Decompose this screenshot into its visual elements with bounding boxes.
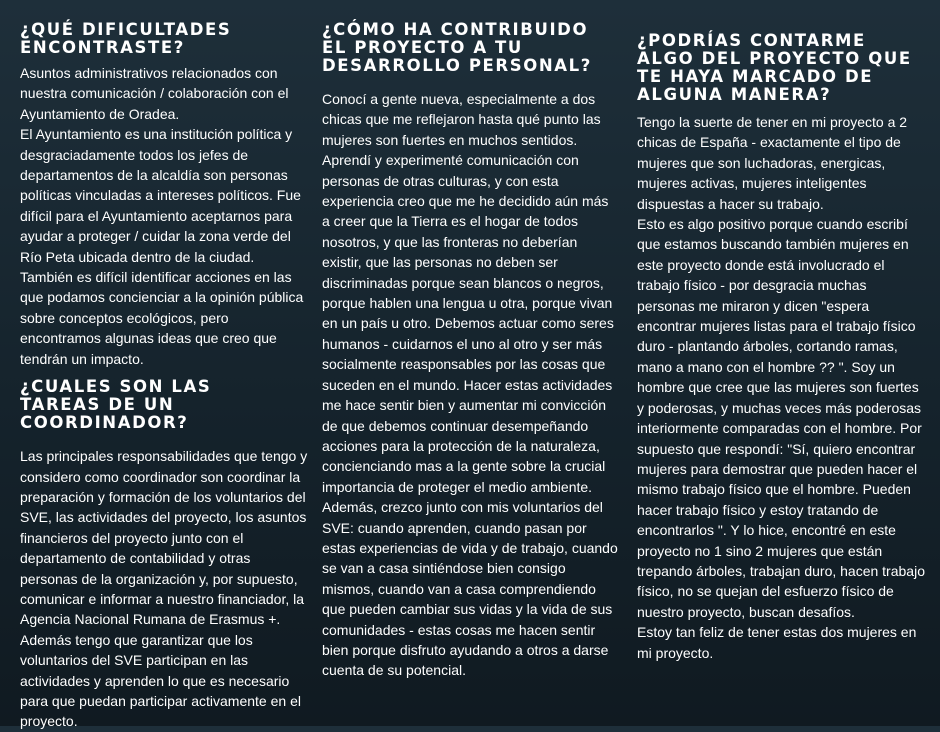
body-proyecto-marcado: Tengo la suerte de tener en mi proyecto a 2 chicas de España - exactamente el tipo de mujeres que son luchadoras, energicas, mujeres activas, mujeres inteligentes dispuestas a hacer su trabajo. Esto es algo positivo porque cuando escribí que estamos buscando también mujeres en este proyecto donde está involucrado el trabajo físico - por desgracia muchas personas me miraron y dicen "espera encontrar mujeres listas para el trabajo físico duro - plantando árboles, cortando ramas, mano a mano con el hombre ?? ". Soy un hombre que cree que las mujeres son fuertes y poderosas, y muchas veces más poderosas interiormente comparadas con el hombre. Por supuesto que respondí: "Sí, quiero encontrar mujeres para demostrar que pueden hacer el mismo trabajo físico que el hombre. Pueden hacer trabajo físico y estoy tratando de encontrarlos ". Y lo hice, encontré en este proyecto no 1 sino 2 mujeres que están trepando árboles, trabajan duro, hacen trabajo físico, no se quejan del esfuerzo físico de nuestro proyecto, buscan desafíos. Estoy tan feliz de tener estas dos mujeres en mi proyecto. [637,114,925,661]
heading-proyecto-marcado: ¿PODRÍAS CONTARME ALGO DEL PROYECTO QUE TE HAYA MARCADO DE ALGUNA MANERA? [637,31,912,104]
heading-tareas-coordinador: ¿CUALES SON LAS TAREAS DE UN COORDINADOR? [20,377,212,433]
column-desarrollo-personal [322,0,618,681]
body-desarrollo-personal: Conocí a gente nueva, especialmente a dos chicas que me reflejaron hasta qué punto las mujeres son fuertes en muchos sentidos. Aprendí y experimenté comunicación con personas de otras culturas, y con esta experiencia creo que me he decidido aún más a creer que la Tierra es el hogar de todos nosotros, y que las fronteras no deberían existir, que las personas no deben ser discriminadas porque sean blancos o negros, porque hablen una lengua u otra, porque vivan en un país u otro. Debemos actuar como seres humanos - cuidarnos el uno al otro y ser más socialmente reasponsables por las cosas que suceden en el mundo. Hacer estas actividades me hace sentir bien y aumentar mi convicción de que debemos continuar desempeñando acciones para la protección de la naturaleza, concienciando mas a la gente sobre la crucial importancia de proteger el medio ambiente. Además, crezco junto con mis voluntarios del SVE: cuando aprenden, cuando pasan por estas experiencias de vida y de trabajo, cuando se van a casa sintiéndose bien consigo mismos, cuando van a casa comprendiendo que pueden cambiar sus vidas y la vida de sus comunidades - estas cosas me hacen sentir bien porque disfruto ayudando a otros a darse cuenta de su potencial. [322,91,618,679]
body-tareas-coordinador: Las principales responsabilidades que tengo y considero como coordinador son coordinar la preparación y formación de los voluntarios del SVE, las actividades del proyecto, los asuntos financieros del proyecto junto con el departamento de contabilidad y otras personas de la organización y, por supuesto, comunicar e informar a nuestro financiador, la Agencia Nacional Rumana de Erasmus +. Además tengo que garantizar que los voluntarios del SVE participan en las actividades y aprenden lo que es necesario para que puedan participar activamente en el proyecto. [20,448,308,730]
heading-desarrollo-personal: ¿CÓMO HA CONTRIBUIDO EL PROYECTO A TU DESARROLLO PERSONAL? [322,20,592,75]
heading-dificultades: ¿QUÉ DIFICULTADES ENCONTRASTE? [20,20,232,57]
column-proyecto-marcado [637,0,927,663]
body-dificultades: Asuntos administrativos relacionados con nuestra comunicación / colaboración con el Ayuntamiento de Oradea. El Ayuntamiento es una institución política y desgraciadamente todos los jefes de departamentos de la alcaldía son personas políticas vinculadas a intereses políticos. Fue difícil para el Ayuntamiento aceptarnos para ayudar a proteger / cuidar la zona verde del Río Peta ubicada dentro de la ciudad. También es difícil identificar acciones en las que podamos concienciar a la opinión pública sobre conceptos ecológicos, pero encontramos algunas ideas que creo que tendrán un impacto. [20,65,304,367]
column-dificultades [20,0,310,732]
